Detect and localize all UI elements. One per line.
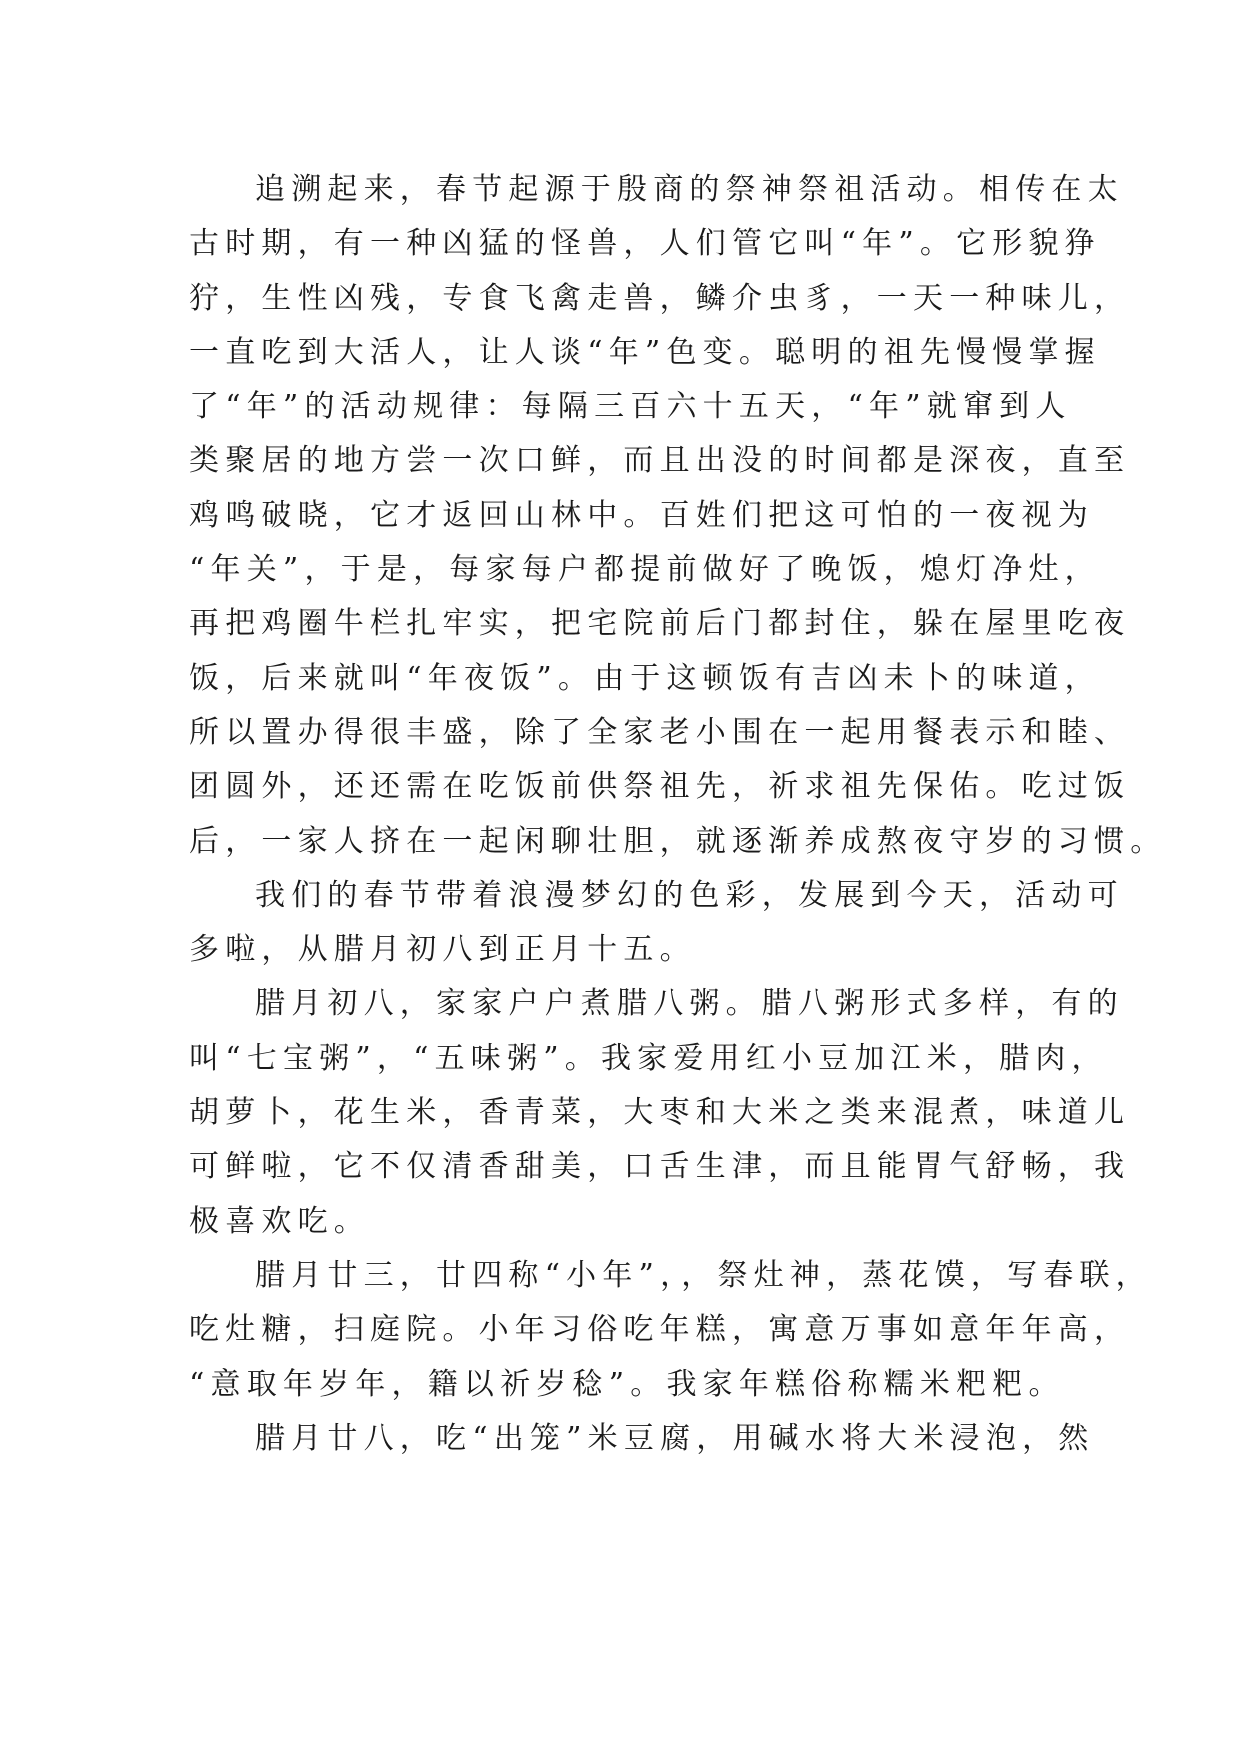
text-line: 狞，生性凶残，专食飞禽走兽，鳞介虫豸，一天一种味儿， <box>189 280 1131 316</box>
text-line: 腊月初八，家家户户煮腊八粥。腊八粥形式多样，有的 <box>255 986 1124 1022</box>
text-line: 了“年”的活动规律：每隔三百六十五天，“年”就窜到人 <box>189 389 1072 425</box>
text-line: 鸡鸣破晓，它才返回山林中。百姓们把这可怕的一夜视为 <box>189 497 1094 533</box>
text-line: 极喜欢吃。 <box>189 1203 370 1239</box>
text-line: 追溯起来，春节起源于殷商的祭神祭祖活动。相传在太 <box>255 172 1124 207</box>
text-line: 团圆外，还还需在吃饭前供祭祖先，祈求祖先保佑。吃过饭 <box>189 769 1131 805</box>
text-line: “年关”，于是，每家每户都提前做好了晚饭，熄灯净灶， <box>189 552 1101 588</box>
text-line: “意取年岁年，籍以祈岁稔”。我家年糕俗称糯米粑粑。 <box>189 1366 1065 1402</box>
text-line: 后，一家人挤在一起闲聊壮胆，就逐渐养成熬夜守岁的习惯。 <box>189 823 1167 859</box>
text-line: 我们的春节带着浪漫梦幻的色彩，发展到今天，活动可 <box>255 877 1124 913</box>
text-line: 古时期，有一种凶猛的怪兽，人们管它叫“年”。它形貌狰 <box>189 226 1101 262</box>
text-line: 一直吃到大活人，让人谈“年”色变。聪明的祖先慢慢掌握 <box>189 334 1101 370</box>
text-line: 胡萝卜，花生米，香青菜，大枣和大米之类来混煮，味道儿 <box>189 1095 1131 1131</box>
text-line: 再把鸡圈牛栏扎牢实，把宅院前后门都封住，躲在屋里吃夜 <box>189 606 1131 642</box>
text-line: 饭，后来就叫“年夜饭”。由于这顿饭有吉凶未卜的味道， <box>189 660 1101 696</box>
text-line: 所以置办得很丰盛，除了全家老小围在一起用餐表示和睦、 <box>189 714 1131 750</box>
body-text <box>189 163 1167 1466</box>
text-line: 吃灶糖，扫庭院。小年习俗吃年糕，寓意万事如意年年高， <box>189 1312 1131 1348</box>
text-line: 腊月廿三，廿四称“小年”，，祭灶神，蒸花馍，写春联， <box>255 1257 1152 1293</box>
text-line: 腊月廿八，吃“出笼”米豆腐，用碱水将大米浸泡，然 <box>255 1420 1095 1456</box>
text-line: 多啦，从腊月初八到正月十五。 <box>189 932 696 968</box>
text-line: 叫“七宝粥”，“五味粥”。我家爱用红小豆加江米，腊肉， <box>189 1040 1108 1076</box>
text-line: 可鲜啦，它不仅清香甜美，口舌生津，而且能胃气舒畅，我 <box>189 1149 1131 1185</box>
text-line: 类聚居的地方尝一次口鲜，而且出没的时间都是深夜，直至 <box>189 443 1131 479</box>
